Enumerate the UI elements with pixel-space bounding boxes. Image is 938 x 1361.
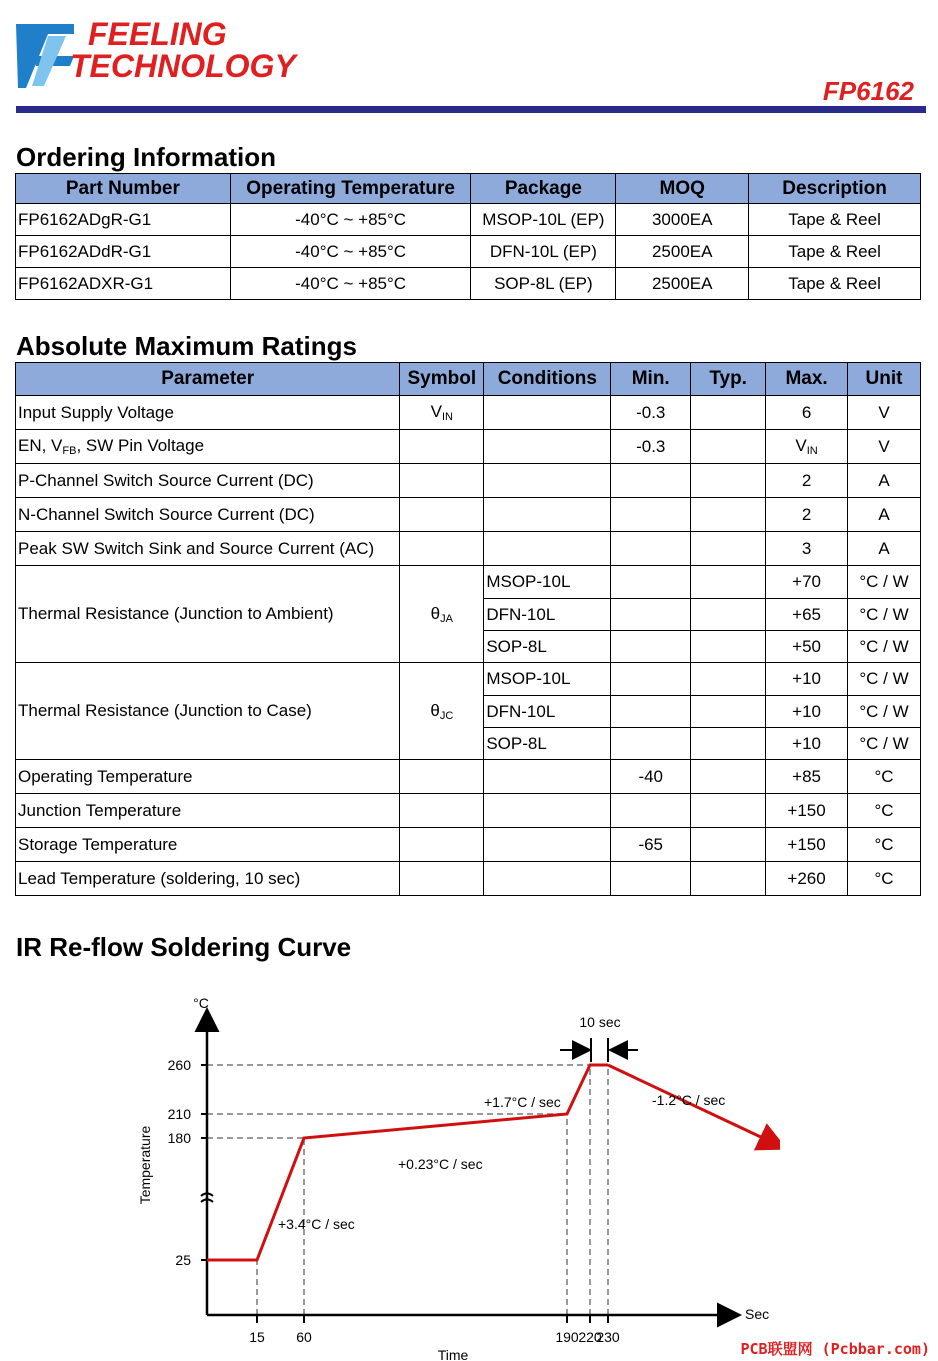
cell-typ [691, 663, 766, 696]
ordering-title: Ordering Information [16, 142, 276, 172]
brand-name-line1: FEELING [88, 16, 227, 52]
ordering-col-temp: Operating Temperature [230, 174, 471, 204]
symbol-text: θ [430, 603, 441, 623]
cell-parameter: Thermal Resistance (Junction to Case) [16, 663, 400, 760]
max-subscript: IN [806, 445, 818, 457]
reflow-title: IR Re-flow Soldering Curve [16, 932, 352, 962]
cell-package: MSOP-10L (EP) [471, 204, 616, 236]
cell-typ [691, 828, 766, 862]
cell-temp: -40°C ~ +85°C [230, 236, 471, 268]
cell-conditions [484, 828, 611, 862]
annotation-ramp2: +1.7°C / sec [484, 1094, 561, 1110]
cell-symbol [400, 532, 484, 566]
cell-symbol [400, 760, 484, 794]
chart-labels [137, 995, 769, 1360]
cell-parameter: P-Channel Switch Source Current (DC) [16, 464, 400, 498]
cell-typ [691, 862, 766, 896]
cell-min [611, 599, 691, 631]
cell-max: +70 [766, 566, 848, 599]
ordering-col-moq: MOQ [616, 174, 749, 204]
cell-unit: °C [848, 794, 921, 828]
ratings-col-unit: Unit [848, 363, 921, 396]
cell-moq: 3000EA [616, 204, 749, 236]
cell-parameter [16, 430, 400, 464]
ratings-col-conditions: Conditions [484, 363, 611, 396]
cell-conditions [484, 760, 611, 794]
cell-unit: °C / W [848, 599, 921, 631]
cell-max: 6 [766, 396, 848, 430]
cell-max [766, 430, 848, 464]
cell-typ [691, 696, 766, 728]
table-row [16, 566, 921, 599]
cell-symbol [400, 464, 484, 498]
cell-parameter: N-Channel Switch Source Current (DC) [16, 498, 400, 532]
part-number-heading: FP6162 [822, 76, 914, 106]
cell-parameter: Input Supply Voltage [16, 396, 400, 430]
cell-conditions [484, 532, 611, 566]
cell-typ [691, 728, 766, 760]
cell-typ [691, 631, 766, 663]
brand-name-line2: TECHNOLOGY [70, 48, 296, 84]
y-tick-label: 180 [167, 1130, 191, 1146]
cell-max: 2 [766, 498, 848, 532]
table-row [16, 828, 921, 862]
ratings-header-row [16, 363, 921, 396]
cell-max: +85 [766, 760, 848, 794]
cell-description: Tape & Reel [749, 268, 921, 300]
x-unit-label: Sec [745, 1306, 770, 1322]
cell-description: Tape & Reel [749, 236, 921, 268]
y-tick-label: 210 [167, 1106, 191, 1122]
cell-max: 2 [766, 464, 848, 498]
cell-typ [691, 498, 766, 532]
cell-typ [691, 430, 766, 464]
cell-symbol [400, 828, 484, 862]
cell-typ [691, 794, 766, 828]
cell-conditions: SOP-8L [484, 631, 611, 663]
table-row [16, 862, 921, 896]
cell-typ [691, 760, 766, 794]
cell-unit: °C [848, 760, 921, 794]
table-row [16, 760, 921, 794]
cell-max: +150 [766, 828, 848, 862]
table-row [16, 396, 921, 430]
cell-conditions: MSOP-10L [484, 566, 611, 599]
cell-unit: A [848, 532, 921, 566]
cell-min [611, 862, 691, 896]
x-tick-label: 230 [596, 1329, 620, 1345]
cell-unit: °C / W [848, 728, 921, 760]
cell-conditions [484, 794, 611, 828]
annotation-peak-width: 10 sec [579, 1014, 621, 1030]
cell-min [611, 663, 691, 696]
cell-parameter: Peak SW Switch Sink and Source Current (AC) [16, 532, 400, 566]
cell-unit: A [848, 498, 921, 532]
table-row [16, 663, 921, 696]
cell-moq: 2500EA [616, 268, 749, 300]
cell-unit: °C / W [848, 566, 921, 599]
y-unit-label: °C [193, 995, 209, 1011]
ordering-col-package: Package [471, 174, 616, 204]
cell-temp: -40°C ~ +85°C [230, 204, 471, 236]
cell-min: -65 [611, 828, 691, 862]
cell-symbol [400, 566, 484, 663]
table-row [16, 464, 921, 498]
y-axis-title: Temperature [137, 1125, 153, 1205]
cell-min [611, 498, 691, 532]
ratings-col-symbol: Symbol [400, 363, 484, 396]
cell-symbol [400, 430, 484, 464]
cell-description: Tape & Reel [749, 204, 921, 236]
cell-parameter: Thermal Resistance (Junction to Ambient) [16, 566, 400, 663]
cell-max: +150 [766, 794, 848, 828]
table-row [16, 204, 921, 236]
cell-conditions: DFN-10L [484, 696, 611, 728]
table-row [16, 794, 921, 828]
cell-conditions [484, 430, 611, 464]
cell-min [611, 464, 691, 498]
cell-typ [691, 566, 766, 599]
annotation-soak: +0.23°C / sec [398, 1156, 483, 1172]
cell-typ [691, 599, 766, 631]
x-axis-title: Time [437, 1347, 469, 1360]
reflow-chart [120, 990, 780, 1360]
cell-conditions [484, 464, 611, 498]
cell-unit: °C / W [848, 631, 921, 663]
symbol-subscript: IN [441, 411, 453, 423]
header-rule [16, 106, 926, 113]
cell-max: +10 [766, 728, 848, 760]
param-text-b: , SW Pin Voltage [76, 436, 205, 455]
cell-min [611, 794, 691, 828]
cell-unit: °C [848, 862, 921, 896]
cell-symbol [400, 862, 484, 896]
cell-symbol [400, 498, 484, 532]
cell-conditions: SOP-8L [484, 728, 611, 760]
table-row [16, 498, 921, 532]
cell-unit: °C / W [848, 663, 921, 696]
cell-symbol [400, 663, 484, 760]
cell-max: +50 [766, 631, 848, 663]
cell-min: -40 [611, 760, 691, 794]
ratings-col-typ: Typ. [691, 363, 766, 396]
cell-package: SOP-8L (EP) [471, 268, 616, 300]
cell-temp: -40°C ~ +85°C [230, 268, 471, 300]
y-tick-label: 260 [167, 1057, 191, 1073]
ratings-title: Absolute Maximum Ratings [16, 331, 357, 361]
cell-min [611, 728, 691, 760]
cell-typ [691, 464, 766, 498]
symbol-text: θ [430, 700, 440, 720]
cell-parameter: Operating Temperature [16, 760, 400, 794]
ordering-col-description: Description [749, 174, 921, 204]
cell-unit: °C / W [848, 696, 921, 728]
cell-min [611, 566, 691, 599]
cell-parameter: Junction Temperature [16, 794, 400, 828]
cell-parameter: Storage Temperature [16, 828, 400, 862]
ordering-header-row [16, 174, 921, 204]
cell-moq: 2500EA [616, 236, 749, 268]
y-tick-label: 25 [175, 1252, 191, 1268]
cell-unit: V [848, 396, 921, 430]
cell-part: FP6162ADXR-G1 [16, 268, 231, 300]
cell-part: FP6162ADgR-G1 [16, 204, 231, 236]
watermark-text: PCB联盟网 (Pcbbar.com) [740, 1340, 930, 1358]
cell-max: +10 [766, 663, 848, 696]
ratings-table [15, 362, 921, 896]
symbol-subscript: JC [439, 709, 454, 722]
annotation-ramp1: +3.4°C / sec [278, 1216, 355, 1232]
param-text-a: EN, V [18, 436, 63, 455]
ratings-col-max: Max. [766, 363, 848, 396]
cell-symbol [400, 794, 484, 828]
symbol-text: V [430, 402, 442, 421]
cell-min: -0.3 [611, 396, 691, 430]
cell-min [611, 532, 691, 566]
cell-symbol [400, 396, 484, 430]
annotation-cool: -1.2°C / sec [652, 1092, 726, 1108]
cell-conditions: DFN-10L [484, 599, 611, 631]
cell-max: +65 [766, 599, 848, 631]
cell-unit: A [848, 464, 921, 498]
cell-conditions [484, 498, 611, 532]
x-tick-label: 190 [555, 1329, 579, 1345]
table-row [16, 268, 921, 300]
param-subscript: FB [62, 445, 77, 457]
ordering-col-part: Part Number [16, 174, 231, 204]
cell-conditions [484, 862, 611, 896]
table-row [16, 532, 921, 566]
chart-guides [207, 1045, 608, 1315]
table-row [16, 430, 921, 464]
ratings-col-parameter: Parameter [16, 363, 400, 396]
cell-min [611, 696, 691, 728]
cell-min [611, 631, 691, 663]
x-tick-label: 60 [296, 1329, 312, 1345]
cell-max: 3 [766, 532, 848, 566]
cell-max: +10 [766, 696, 848, 728]
cell-max: +260 [766, 862, 848, 896]
x-tick-label: 15 [249, 1329, 265, 1345]
cell-part: FP6162ADdR-G1 [16, 236, 231, 268]
symbol-subscript: JA [440, 612, 453, 625]
cell-min: -0.3 [611, 430, 691, 464]
max-text: V [795, 436, 807, 455]
cell-conditions [484, 396, 611, 430]
cell-typ [691, 396, 766, 430]
cell-unit: °C [848, 828, 921, 862]
cell-unit: V [848, 430, 921, 464]
ordering-table [15, 173, 921, 300]
cell-conditions: MSOP-10L [484, 663, 611, 696]
ratings-col-min: Min. [611, 363, 691, 396]
table-row [16, 236, 921, 268]
cell-parameter: Lead Temperature (soldering, 10 sec) [16, 862, 400, 896]
cell-typ [691, 532, 766, 566]
x-tick-label: 220 [578, 1329, 602, 1345]
cell-package: DFN-10L (EP) [471, 236, 616, 268]
